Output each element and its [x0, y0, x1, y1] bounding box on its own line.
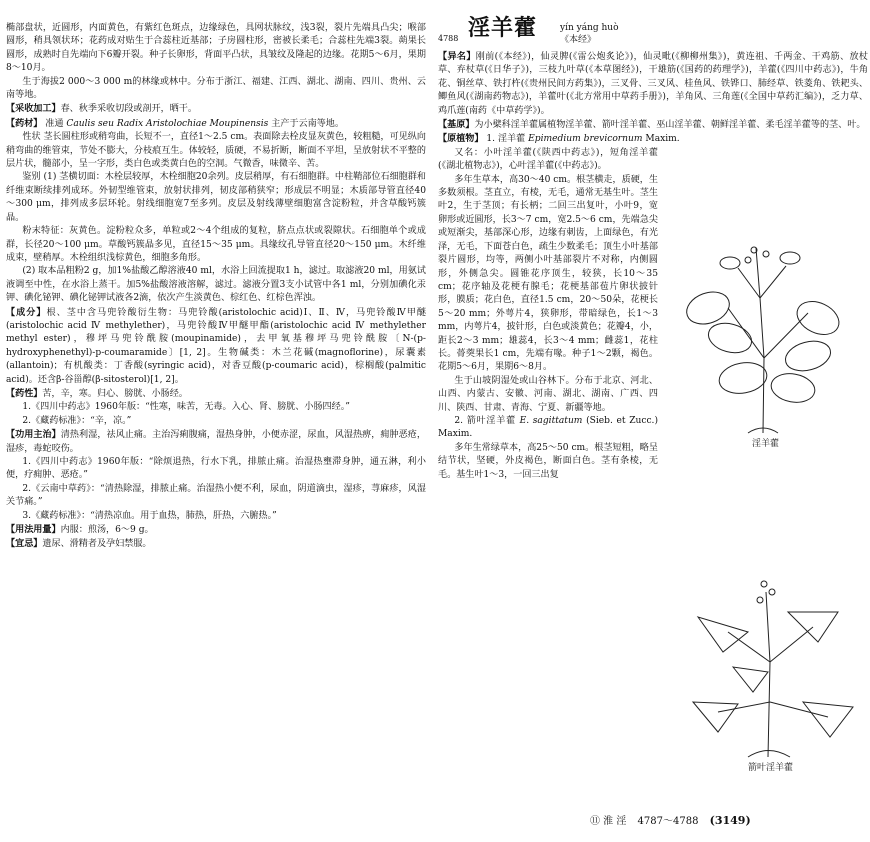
- species-1-distribution: 生于山坡阴湿处或山谷林下。分布于北京、河北、山西、内蒙古、安徽、河南、湖北、湖南、广西、四川、陕西、甘肃、青海、宁夏、新疆等地。: [438, 375, 658, 413]
- epimedium-illustration: [668, 238, 863, 434]
- left-column: [6, 22, 426, 552]
- figure-2-caption: 箭叶淫羊藿: [747, 763, 793, 773]
- footer-volume: ⑪ 淮 淫: [590, 816, 627, 827]
- drug-latin-name: Caulis seu Radix Aristolochiae Moupinensis: [66, 118, 269, 129]
- contraindication-text: 遗尿、滑精者及孕妇禁服。: [42, 539, 152, 550]
- origin-label: 【基原】: [438, 119, 475, 131]
- alias-label: 【异名】: [438, 51, 476, 62]
- drug-label: 【药材】: [6, 117, 43, 129]
- species-2-latin: E. sagittatum: [519, 415, 583, 426]
- species-1-author: Maxim.: [645, 134, 680, 145]
- constituents-section: [6, 306, 426, 387]
- species-1-description: 多年生草本，高30～40 cm。根茎横走，质硬，生多数须根。茎直立，有棱，无毛，通常无基生叶。茎生叶2，生于茎顶；有长柄；二回三出复叶，小叶9，宽卵形或近圆形，长3～7 cm，宽2.5～6 cm，先端急尖或短渐尖，基部深心形，边缘有刺齿，上面绿色，有光泽，无毛，下面苍白色，疏生少数柔毛；顶生小叶基部裂片圆形，均等，两侧小叶基部裂片不对称，内侧圆形，外侧急尖。圆锥花序顶生，较狭，长10～35 cm；花序轴及花梗有腺毛；花梗基部苞片卵状披针形，膜质；花白色，直径1.5 cm，20～50朵，花梗长5～20 mm；外萼片4，狭卵形，带暗绿色，长1～3 mm，内萼片4，披针形，白色或淡黄色；花瓣4，小，距长2～3 mm；雄蕊4，长3～4 mm；雌蕊1，花柱长。蓇葖果长1 cm，先端有喙。种子1～2颗，褐色。花期5～6月，果期6～8月。: [438, 174, 658, 373]
- species-1-alias: 又名：小叶淫羊藿(《陕西中药志》)，短角淫羊藿(《湖北植物志》)，心叶淫羊藿(《中药志》)。: [438, 147, 658, 172]
- usage-section: [6, 523, 426, 537]
- powder-features: 粉末特征：灰黄色。淀粉粒众多，单粒或2～4个组成的复粒，脐点点状或裂隙状。石细胞单个或成群，长径20～100 μm。草酸钙簇晶多见，直径15～35 μm。具缘纹孔导管直径20～150 μm。木纤维成束，壁稍厚。木栓组织浅棕黄色，细胞多角形。: [6, 226, 426, 263]
- footer-entry-range: 4787～4788: [637, 816, 699, 827]
- collection-section: [6, 102, 426, 116]
- constituents-text: 根、茎中含马兜铃酸衍生物：马兜铃酸(aristolochic acid)Ⅰ、Ⅱ、Ⅳ，马兜铃酸Ⅳ甲醚(aristolochic acid Ⅳ methylether)，马兜铃酸Ⅳ甲醚甲酯(aristolochic acid Ⅳ methylether methyl ester)，穆坪马兜铃酰胺(moupinamide)，去甲氧基穆坪马兜铃酰胺〔N-(p-hydroxyphenethyl)-p-coumaramide〕[1, 2]。生物碱类：木兰花碱(magnoflorine)，尿囊素(allantoin)；有机酸类：丁香酸(syringic acid)，对香豆酸(p-coumaric acid)，棕榈酸(palmitic acid)。还含β-谷甾醇(β-sitosterol)[1, 2]。: [6, 307, 426, 385]
- alias-section: [438, 50, 868, 118]
- page-number: (3149): [709, 814, 751, 827]
- entry-source: 《本经》: [560, 35, 597, 45]
- habitat-distribution: 生于海拔2 000～3 000 m的林缘或林中。分布于浙江、福建、江西、湖北、湖南、四川、贵州、云南等地。: [6, 76, 426, 101]
- function-label: 【功用主治】: [6, 429, 61, 441]
- alias-text: 刚前(《本经》)，仙灵脾(《雷公炮炙论》)，仙灵毗(《柳柳州集》)，黄连祖、千两金、干鸡筋、放杖草、弃杖草(《日华子》)，三枝九叶草(《本草图经》)，干雄筋(《国药的药理学》)，羊藿(《四川中药志》)，牛角花、铜丝草、铁打杵(《贵州民间方药集》)，三叉骨、三叉风、桂鱼风、铁铧口、肺经草、铁菱角、铁耙头、鲫鱼风(《湖南药物志》)，羊藿叶(《北方常用中草药手册》)，羊角风、三角莲(《全国中草药汇编》)，乏力草、鸡爪莲(南药《中草药学》)。: [438, 52, 868, 116]
- contraindication-section: [6, 537, 426, 551]
- function-ref-1: 1.《四川中药志》1960年版：“除烦退热，行水下乳，排脓止痛。治湿热壅滞身肿，通五淋，利小便，疗痈肿、恶疮。”: [6, 457, 426, 481]
- entry-header: [438, 16, 868, 50]
- nature-text: 苦，辛，寒。归心、膀胱、小肠经。: [42, 388, 188, 399]
- nature-ref-2: 2.《藏药标准》：“辛，凉。”: [22, 415, 132, 426]
- usage-text: 内服：煎汤，6～9 g。: [60, 525, 154, 536]
- function-section: [6, 428, 426, 456]
- collection-label: 【采收加工】: [6, 103, 61, 115]
- nature-section: [6, 387, 426, 401]
- nature-ref-1: 1.《四川中药志》1960年版：“性寒，味苦，无毒。入心、肾、膀胱、小肠四经。”: [22, 402, 350, 413]
- nature-label: 【药性】: [6, 387, 43, 399]
- origin-text: 为小檗科淫羊藿属植物淫羊藿、箭叶淫羊藿、巫山淫羊藿、朝鲜淫羊藿、柔毛淫羊藿等的茎、叶。: [474, 120, 866, 131]
- plant-section: [438, 132, 868, 146]
- constituents-label: 【成分】: [6, 306, 47, 318]
- contraindication-label: 【宜忌】: [6, 538, 43, 550]
- page-footer: [590, 812, 860, 827]
- entry-title: 淫羊藿: [468, 16, 538, 41]
- figure-epimedium: [668, 238, 863, 450]
- entry-pinyin: yín yáng huò: [560, 23, 619, 33]
- entry-number: 4788: [438, 34, 459, 43]
- species-2-description: 多年生常绿草本，高25～50 cm。根茎短粗，略呈结节状，坚硬，外皮褐色，断面白色。茎有条棱，无毛。基生叶1～3，一回三出复: [438, 442, 658, 480]
- origin-section: [438, 118, 868, 132]
- species-2-header: [438, 415, 658, 442]
- species-1-name: 1. 淫羊藿: [486, 134, 526, 145]
- identification-1: 鉴别 (1) 茎横切面：木栓层较厚，木栓细胞20余列。皮层稍厚，有石细胞群。中柱鞘部位石细胞群和纤维束断续排列成环。外韧型维管束，放射状排列，韧皮部稍狭窄；形成层不明显；木质部导管直径40～300 μm，排列成多层环轮。射线细胞宽7至多列。皮层及射线薄壁细胞富含淀粉粒，并含草酸钙簇晶。: [6, 172, 426, 223]
- species-2-author: (Sieb. et Zucc.) Maxim.: [438, 415, 658, 440]
- identification-2: (2) 取本品粗粉2 g，加1%盐酸乙醇溶液40 ml，水浴上回流提取1 h，滤过。取滤液20 ml，用氨试液调至中性，在水浴上蒸干。加5%盐酸溶液溶解，滤过。滤液分置3支小试管中各1 ml，分别加碘化汞钾、碘化铋钾、碘化铋钾试液各2滴，依次产生淡黄色、棕红色、红棕色浑浊。: [6, 266, 426, 304]
- function-ref-3: 3.《藏药标准》：“清热凉血。用于血热，肺热，肝热，六腑热。”: [22, 510, 277, 521]
- drug-section: [6, 117, 426, 131]
- function-ref-2: 2.《云南中草药》：“清热除湿，排脓止痛。治湿热小便不利，尿血，阴道滴虫，湿疹，荨麻疹，风湿关节痛。”: [6, 483, 426, 508]
- drug-name: 准通: [45, 118, 64, 129]
- sagittatum-illustration: [678, 572, 863, 758]
- collection-text: 春、秋季采收切段或剖开，晒干。: [60, 104, 197, 115]
- drug-origin: 主产于云南等地。: [271, 118, 344, 129]
- figure-epimedium-sagittatum: [678, 572, 863, 772]
- function-text: 清热利湿，祛风止痛。主治泻痢腹痛，湿热身肿，小便赤涩，尿血，风湿热痹，痈肿恶疮，湿疹，毒蛇咬伤。: [6, 430, 426, 454]
- species-2-name: 2. 箭叶淫羊藿: [454, 415, 516, 426]
- plant-label: 【原植物】: [438, 133, 484, 145]
- usage-label: 【用法用量】: [6, 524, 61, 536]
- figure-1-caption: 淫羊藿: [751, 439, 779, 449]
- properties-text: 性状 茎长圆柱形或稍弯曲，长短不一，直径1～2.5 cm。表面除去栓皮显灰黄色，较粗糙，可见纵向稍弯曲的维管束，节处不膨大，分枝痕互生。体较轻，质硬，不易折断，断面不平坦，呈放射状不平整的层片状，髓部小，呈一字形，类白色或类黄白色的空洞。气微香，味微辛、苦。: [6, 132, 426, 170]
- species-1-latin: Epimedium brevicornum: [528, 134, 643, 145]
- description-end: 椭部盘状，近圆形，内面黄色，有紫红色斑点，边缘绿色，具网状脉纹，浅3裂，裂片先端具凸尖；喉部圆形，稍具领状环；花药成对贴生于合蕊柱近基部；子房圆柱形，密被长柔毛；合蕊柱先端3裂。蒴果长圆形，成熟时自先端向下6瓣开裂。种子长卵形，背面平凸状，具皱纹及隆起的边缘。花期5～6月，果期8～10月。: [6, 23, 426, 74]
